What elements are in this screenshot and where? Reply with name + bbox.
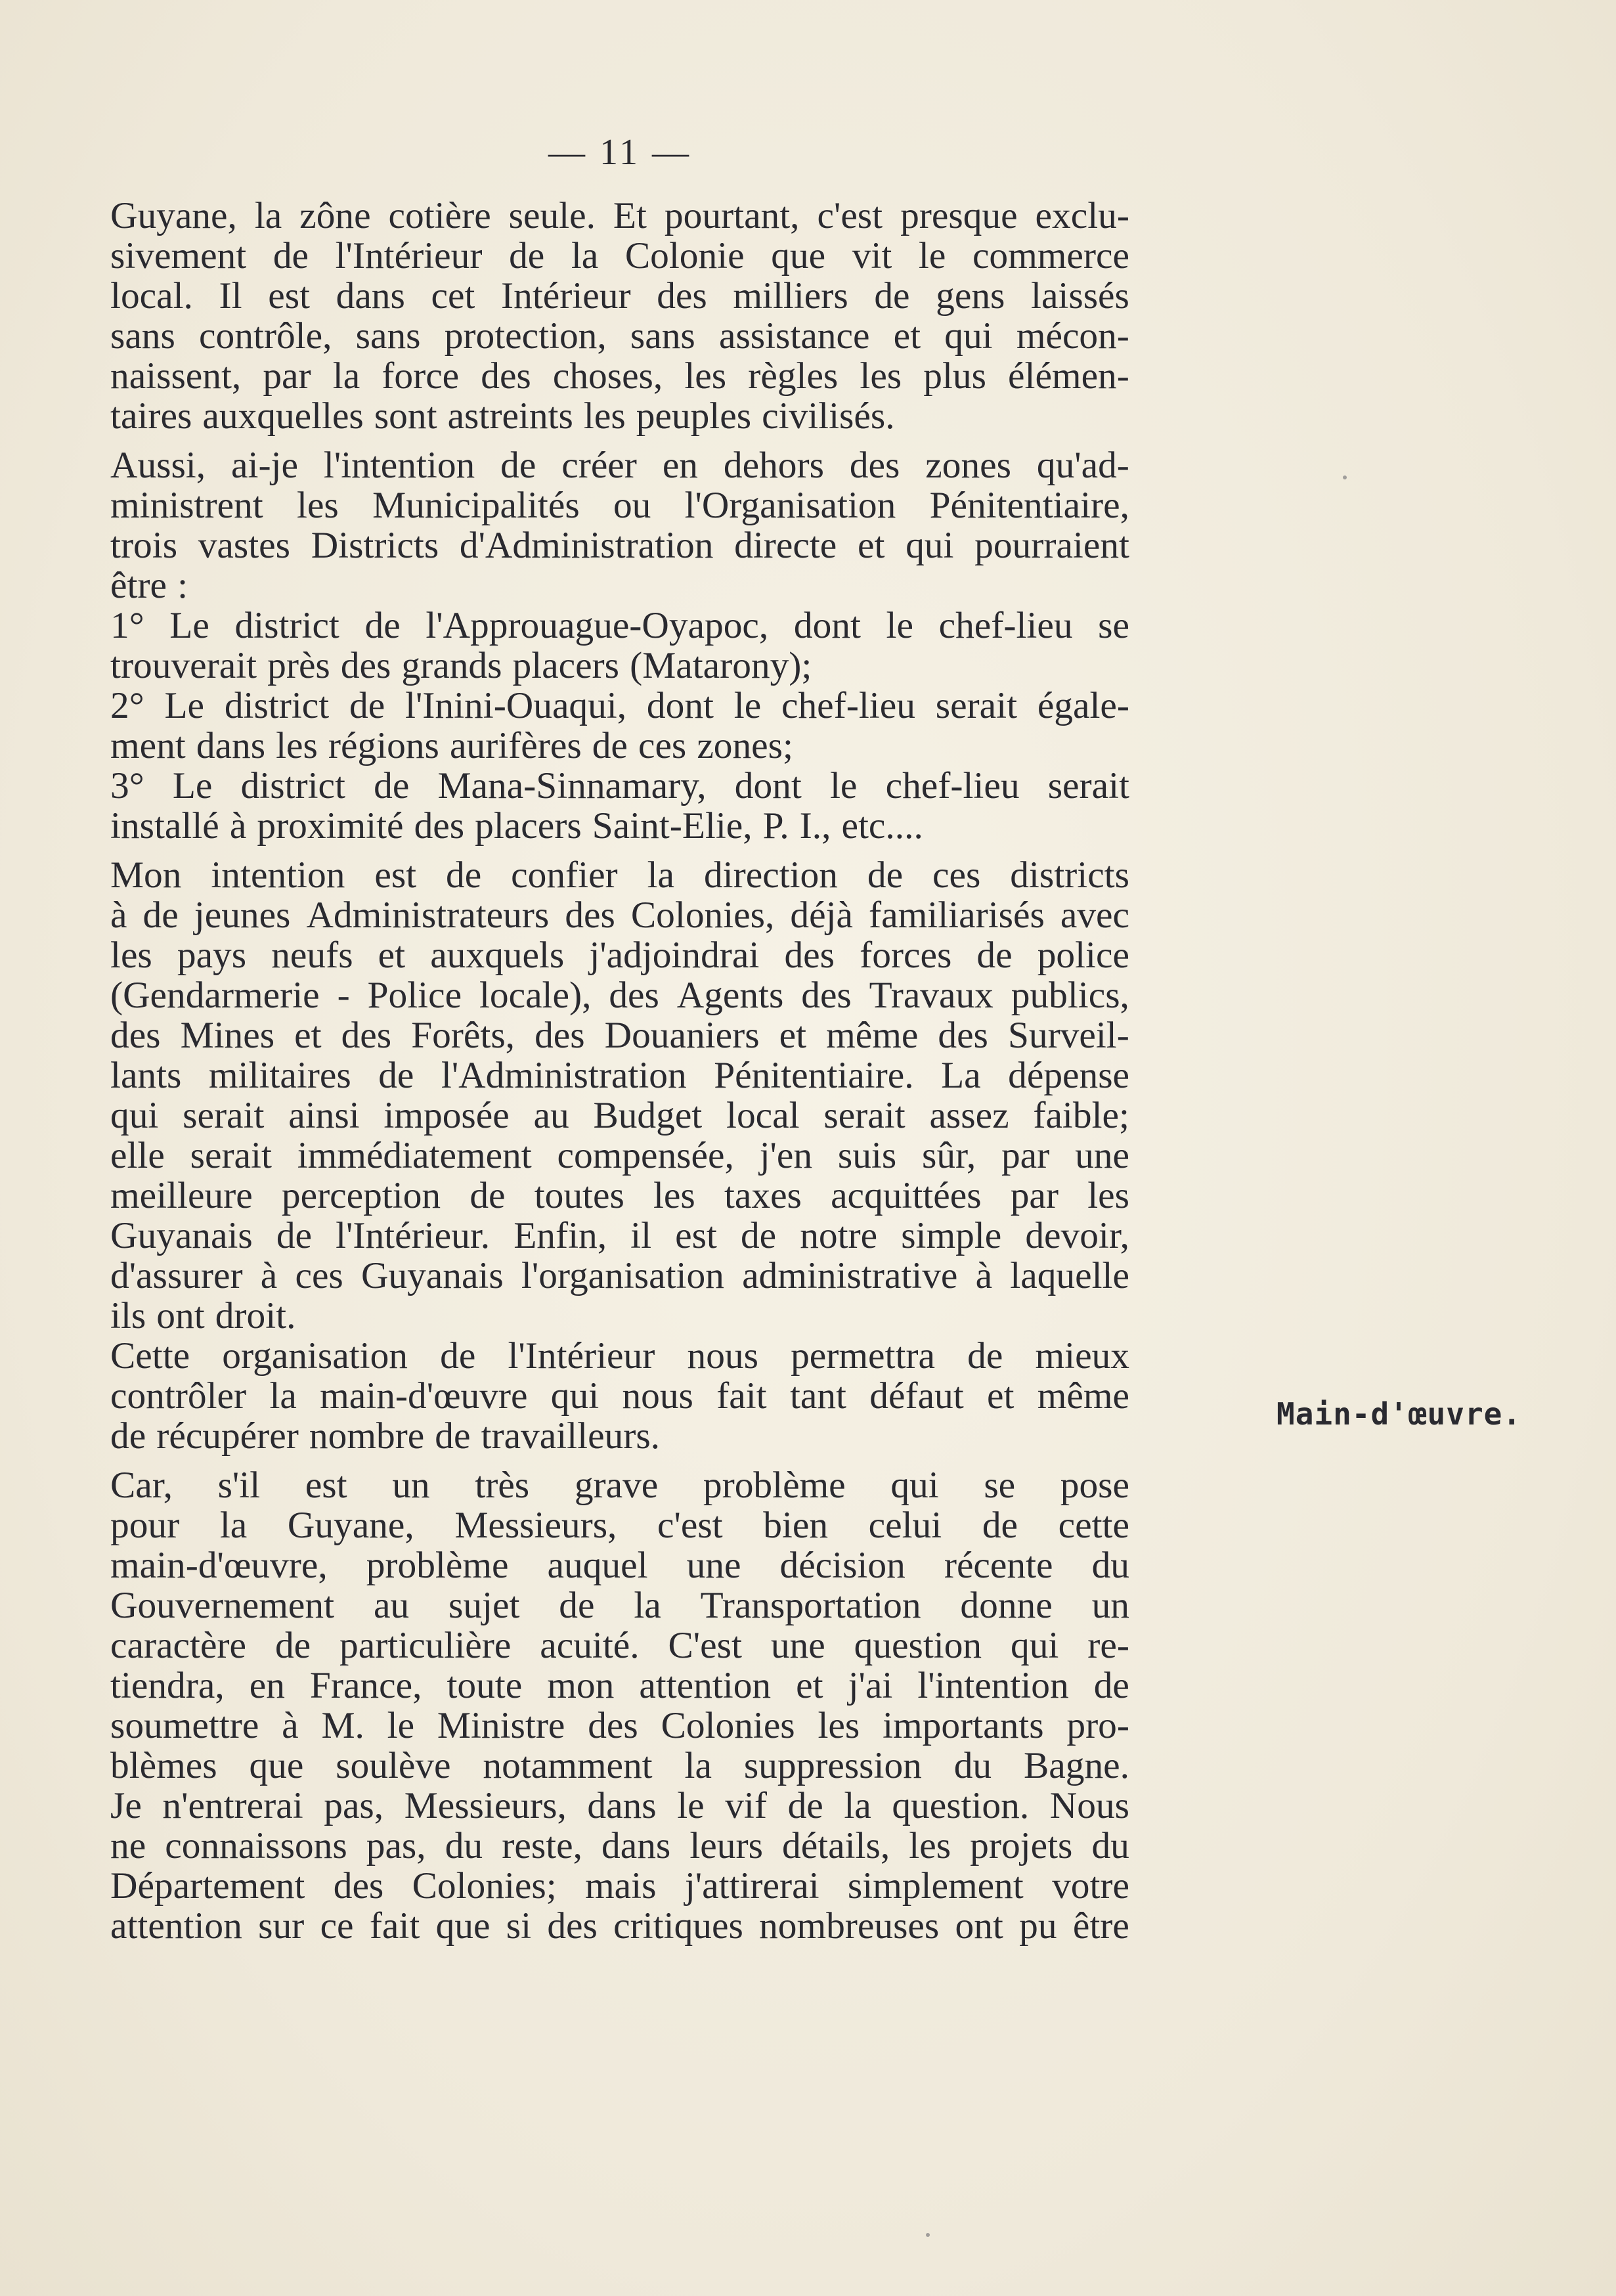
text-line: trouverait près des grands placers (Matarony); — [110, 645, 812, 686]
page-number: — 11 — — [548, 132, 691, 173]
paragraph-gap — [110, 436, 1129, 445]
text-line: main-d'œuvre, problème auquel une décision récente du — [110, 1545, 1129, 1586]
text-line: 3° Le district de Mana-Sinnamary, dont le chef-lieu serait — [110, 765, 1129, 806]
text-line: elle serait immédiatement compensée, j'en suis sûr, par une — [110, 1135, 1129, 1176]
text-line: qui serait ainsi imposée au Budget local serait assez faible; — [110, 1095, 1129, 1136]
text-line: soumettre à M. le Ministre des Colonies les importants pro- — [110, 1705, 1129, 1746]
text-line: attention sur ce fait que si des critiques nombreuses ont pu être — [110, 1905, 1129, 1947]
text-line: Cette organisation de l'Intérieur nous permettra de mieux — [110, 1335, 1129, 1377]
paper-speck — [926, 2233, 930, 2237]
text-line: naissent, par la force des choses, les règles les plus élémen- — [110, 355, 1129, 397]
text-line: tiendra, en France, toute mon attention et j'ai l'intention de — [110, 1665, 1129, 1706]
text-line: Département des Colonies; mais j'attirerai simplement votre — [110, 1865, 1129, 1907]
text-line: Gouvernement au sujet de la Transportation donne un — [110, 1585, 1129, 1626]
text-line: ils ont droit. — [110, 1295, 296, 1336]
text-line: pour la Guyane, Messieurs, c'est bien celui de cette — [110, 1505, 1129, 1546]
text-line: Je n'entrerai pas, Messieurs, dans le vif de la question. Nous — [110, 1785, 1129, 1826]
text-line: blèmes que soulève notamment la suppression du Bagne. — [110, 1745, 1129, 1786]
body-text — [110, 196, 1129, 1946]
text-line: 1° Le district de l'Approuague-Oyapoc, dont le chef-lieu se — [110, 605, 1129, 646]
text-line: d'assurer à ces Guyanais l'organisation administrative à laquelle — [110, 1255, 1129, 1296]
text-line: Mon intention est de confier la direction de ces districts — [110, 854, 1129, 896]
text-line: les pays neufs et auxquels j'adjoindrai des forces de police — [110, 935, 1129, 976]
text-line: ministrent les Municipalités ou l'Organisation Pénitentiaire, — [110, 485, 1129, 526]
text-line: meilleure perception de toutes les taxes acquittées par les — [110, 1175, 1129, 1216]
text-line: caractère de particulière acuité. C'est une question qui re- — [110, 1625, 1129, 1666]
text-line: trois vastes Districts d'Administration directe et qui pourraient — [110, 525, 1129, 566]
text-line: sivement de l'Intérieur de la Colonie que vit le commerce — [110, 235, 1129, 276]
text-line: des Mines et des Forêts, des Douaniers et même des Surveil- — [110, 1015, 1129, 1056]
text-line: à de jeunes Administrateurs des Colonies, déjà familiarisés avec — [110, 894, 1129, 936]
text-line: taires auxquelles sont astreints les peuples civilisés. — [110, 395, 895, 437]
text-line: Guyanais de l'Intérieur. Enfin, il est de notre simple devoir, — [110, 1215, 1129, 1256]
text-line: 2° Le district de l'Inini-Ouaqui, dont le chef-lieu serait égale- — [110, 685, 1129, 726]
text-line: de récupérer nombre de travailleurs. — [110, 1415, 661, 1457]
margin-note: Main-d'œuvre. — [1277, 1396, 1522, 1432]
paragraph-gap — [110, 846, 1129, 855]
text-line: être : — [110, 565, 188, 606]
text-line: contrôler la main-d'œuvre qui nous fait tant défaut et même — [110, 1375, 1129, 1417]
text-line: local. Il est dans cet Intérieur des milliers de gens laissés — [110, 275, 1129, 317]
text-line: (Gendarmerie - Police locale), des Agents des Travaux publics, — [110, 975, 1129, 1016]
text-line: lants militaires de l'Administration Pénitentiaire. La dépense — [110, 1055, 1129, 1096]
paragraph-gap — [110, 1456, 1129, 1465]
paper-speck — [1343, 475, 1347, 479]
text-line: ne connaissons pas, du reste, dans leurs détails, les projets du — [110, 1825, 1129, 1866]
text-line: Car, s'il est un très grave problème qui se pose — [110, 1465, 1129, 1506]
text-line: installé à proximité des placers Saint-Elie, P. I., etc.... — [110, 805, 923, 847]
text-line: ment dans les régions aurifères de ces zones; — [110, 725, 793, 766]
text-line: Guyane, la zône cotière seule. Et pourtant, c'est presque exclu- — [110, 195, 1129, 236]
text-line: sans contrôle, sans protection, sans assistance et qui mécon- — [110, 315, 1129, 357]
text-line: Aussi, ai-je l'intention de créer en dehors des zones qu'ad- — [110, 445, 1129, 486]
